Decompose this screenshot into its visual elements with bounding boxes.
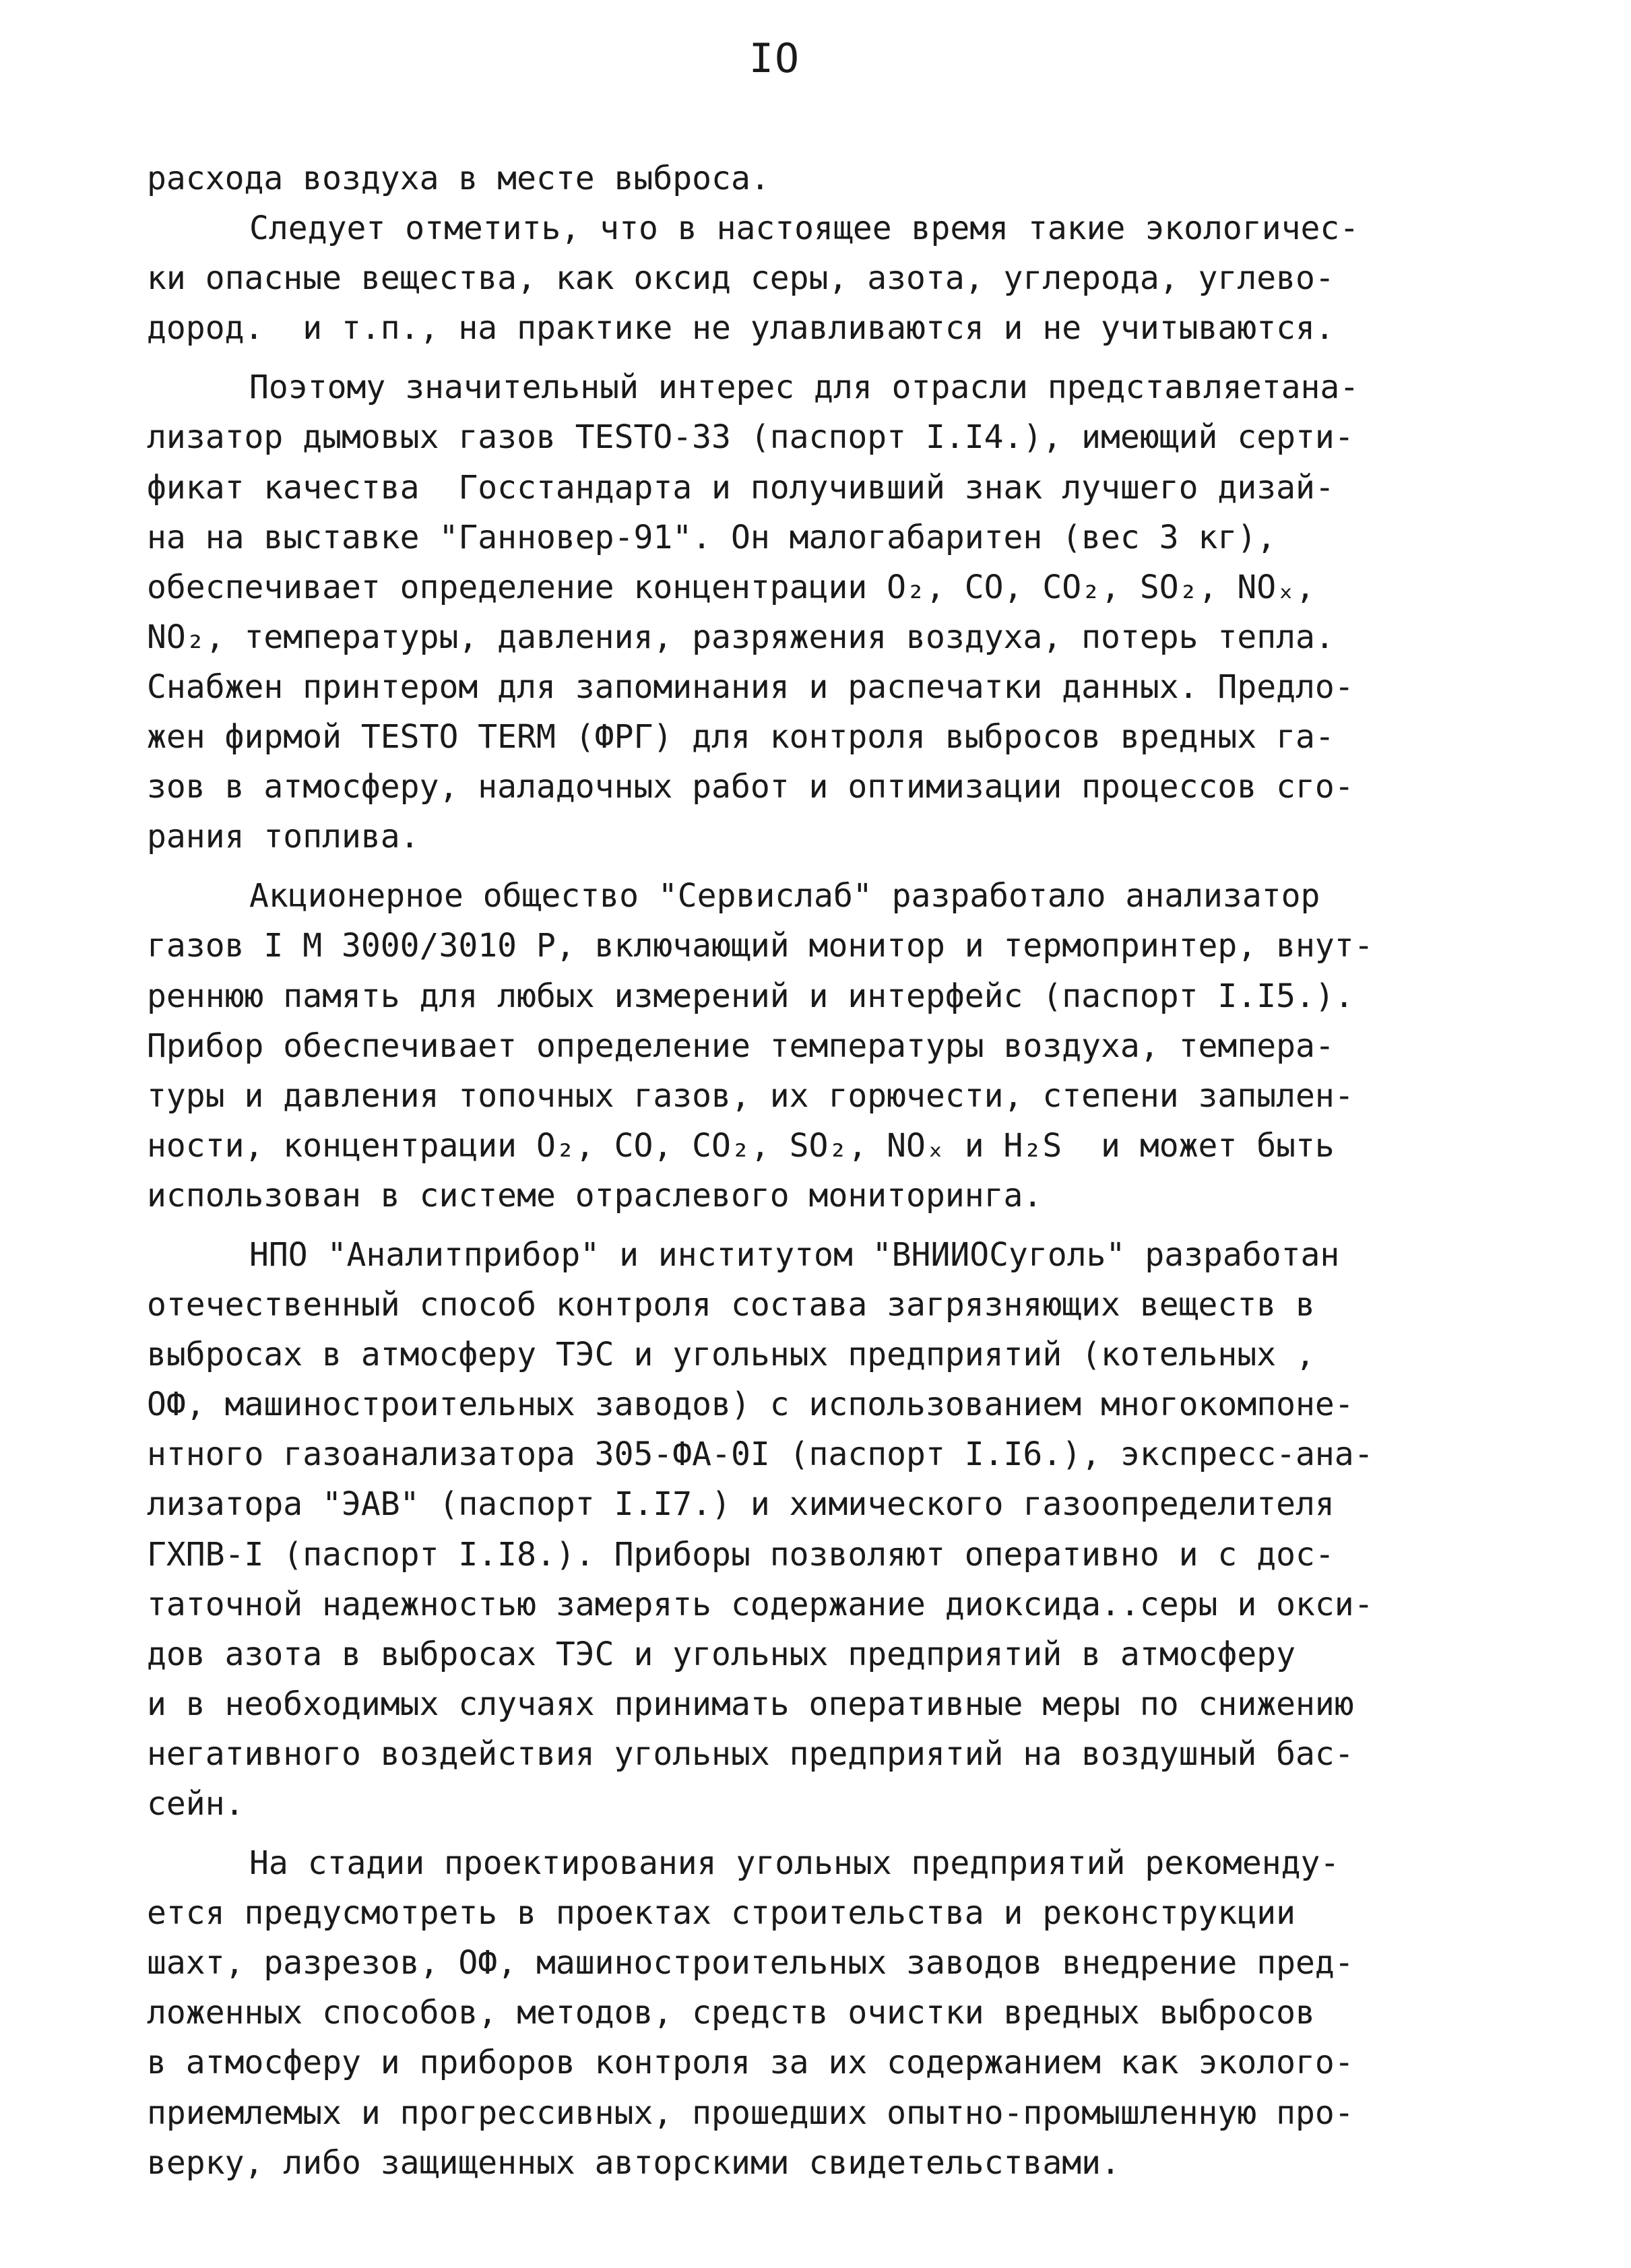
text-line: верку, либо защищенных авторскими свидетельствами. [147,2143,1120,2182]
text-line: рания топлива. [147,818,420,856]
text-line: приемлемых и прогрессивных, прошедших опытно-промышленную про- [147,2094,1354,2132]
text-line: нтного газоанализатора 305-ФА-0I (паспорт I.I6.), экспресс-ана- [147,1435,1374,1474]
text-line: газов I M 3000/3010 P, включающий монитор и термопринтер, внут- [147,927,1374,965]
text-line: зов в атмосферу, наладочных работ и оптимизации процессов сго- [147,768,1354,806]
text-line: сейн. [147,1785,245,1823]
text-line: ГХПВ-I (паспорт I.I8.). Приборы позволяют оперативно и с дос- [147,1535,1335,1574]
text-line: ности, концентрации O₂, CO, CO₂, SO₂, NOₓ и H₂S и может быть [147,1126,1335,1165]
text-line: дов азота в выбросах ТЭС и угольных предприятий в атмосферу [147,1635,1296,1673]
text-line: жен фирмой TESTO TERM (ФРГ) для контроля выбросов вредных га- [147,718,1335,756]
text-line: реннюю память для любых измерений и интерфейс (паспорт I.I5.). [147,977,1354,1015]
text-line: ложенных способов, методов, средств очистки вредных выбросов [147,1994,1315,2032]
text-line: обеспечивает определение концентрации O₂, CO, CO₂, SO₂, NOₓ, [147,568,1315,606]
text-line: таточной надежностью замерять содержание диоксида..серы и окси- [147,1585,1374,1623]
text-line: ется предусмотреть в проектах строительства и реконструкции [147,1894,1296,1933]
text-line: туры и давления топочных газов, их горючести, степени запылен- [147,1076,1354,1115]
page-number: IO [748,35,801,82]
text-line: выбросах в атмосферу ТЭС и угольных предприятий (котельных , [147,1336,1315,1374]
paragraph-first-line: Следует отметить, что в настоящее время такие экологичес- [249,209,1360,248]
text-line: отечественный способ контроля состава загрязняющих веществ в [147,1286,1315,1324]
paragraph-first-line: Поэтому значительный интерес для отрасли представляетана- [249,368,1360,407]
text-line: Снабжен принтером для запоминания и распечатки данных. Предло- [147,668,1354,706]
text-line: и в необходимых случаях принимать оперативные меры по снижению [147,1685,1354,1723]
paragraph-first-line: На стадии проектирования угольных предприятий рекоменду- [249,1844,1340,1883]
text-line: использован в системе отраслевого мониторинга. [147,1176,1043,1214]
text-line: на на выставке "Ганновер-91". Он малогабаритен (вес 3 кг), [147,518,1277,556]
text-line: лизатор дымовых газов TESTO-33 (паспорт I.I4.), имеющий серти- [147,418,1354,457]
text-line: расхода воздуха в месте выброса. [147,160,770,197]
text-line: дород. и т.п., на практике не улавливаются и не учитываются. [147,309,1335,348]
paragraph-first-line: НПО "Аналитприбор" и институтом "ВНИИОСуголь" разработан [249,1235,1340,1274]
text-line: ОФ, машиностроительных заводов) с использованием многокомпоне- [147,1386,1354,1424]
text-line: NO₂, температуры, давления, разряжения воздуха, потерь тепла. [147,618,1335,656]
text-line: негативного воздействия угольных предприятий на воздушный бас- [147,1735,1354,1773]
text-line: фикат качества Госстандарта и получивший знак лучшего дизай- [147,468,1335,507]
text-line: Прибор обеспечивает определение температуры воздуха, темпера- [147,1027,1335,1065]
text-line: в атмосферу и приборов контроля за их содержанием как эколого- [147,2044,1354,2082]
body-text [147,154,1494,2188]
text-line: ки опасные вещества, как оксид серы, азота, углерода, углево- [147,259,1335,298]
text-line: лизатора "ЭАВ" (паспорт I.I7.) и химического газоопределителя [147,1485,1335,1524]
paragraph-first-line: Акционерное общество "Сервислаб" разработало анализатор [249,877,1320,915]
text-line: шахт, разрезов, ОФ, машиностроительных заводов внедрение пред- [147,1944,1354,1982]
